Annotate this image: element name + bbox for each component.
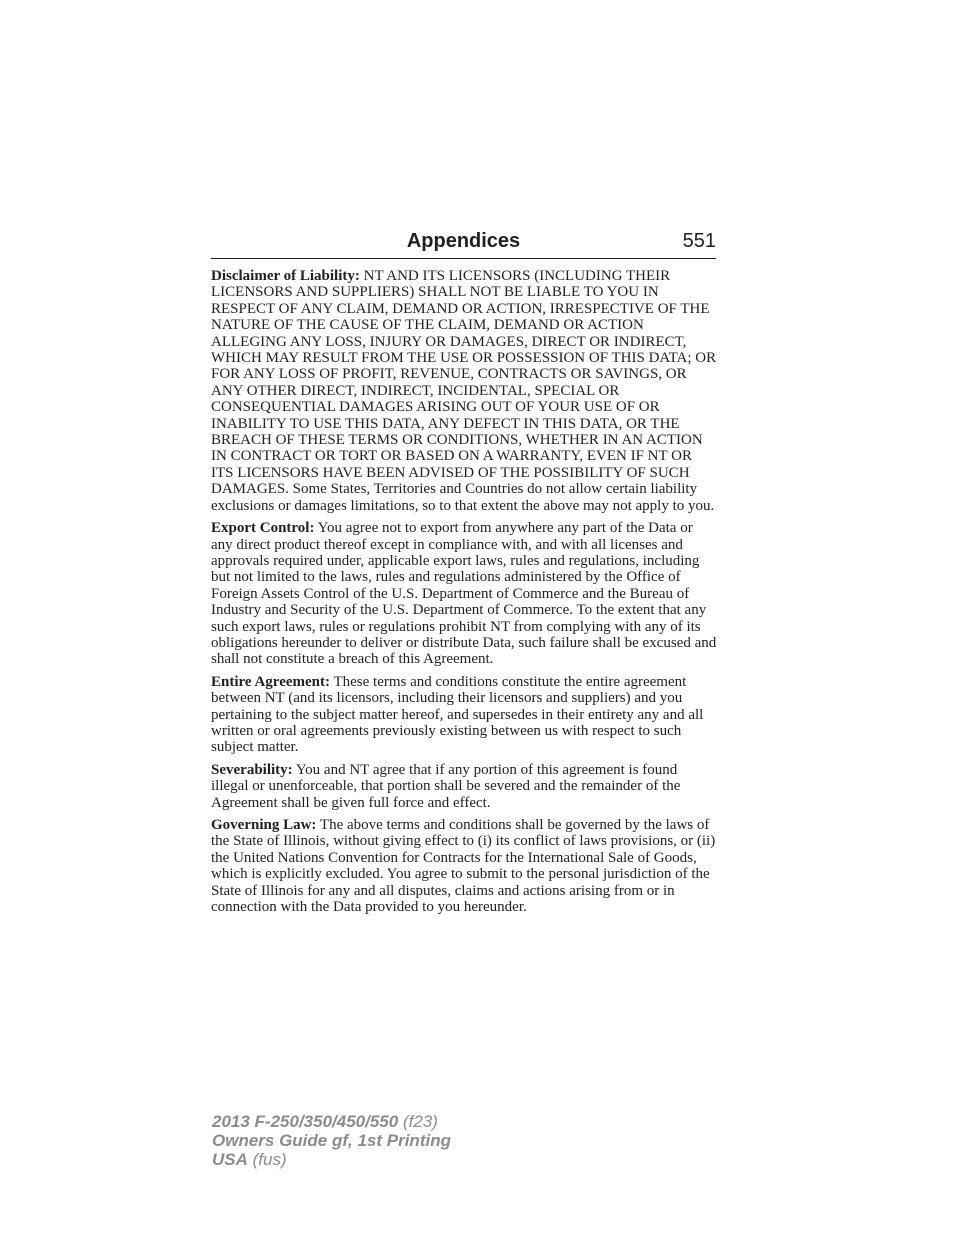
section-heading: Governing Law: — [211, 817, 317, 833]
section-text: NT AND ITS LICENSORS (INCLUDING THEIR LICENSORS AND SUPPLIERS) SHALL NOT BE LIABLE TO YOU IN RESPECT OF ANY CLAIM, DEMAND OR ACTION, IRRESPECTIVE OF THE NATURE OF THE CAUSE OF THE CLAIM, DEMAND OR ACTION ALLEGING ANY LOSS, INJURY OR DAMAGES, DIRECT OR INDIRECT, WHICH MAY RESULT FROM THE USE OR POSSESSION OF THIS DATA; OR FOR ANY LOSS OF PROFIT, REVENUE, CONTRACTS OR SAVINGS, OR ANY OTHER DIRECT, INDIRECT, INCIDENTAL, SPECIAL OR CONSEQUENTIAL DAMAGES ARISING OUT OF YOUR USE OF OR INABILITY TO USE THIS DATA, ANY DEFECT IN THIS DATA, OR THE BREACH OF THESE TERMS OR CONDITIONS, WHETHER IN AN ACTION IN CONTRACT OR TORT OR BASED ON A WARRANTY, EVEN IF NT OR ITS LICENSORS HAVE BEEN ADVISED OF THE POSSIBILITY OF SUCH DAMAGES. Some States, Territories and Countries do not allow certain liability exclusions or damages limitations, so to that extent the above may not apply to you. — [211, 268, 717, 514]
page-title: Appendices — [406, 230, 521, 252]
footer-guide: Owners Guide gf, 1st Printing — [212, 1131, 451, 1150]
section-text: You agree not to export from anywhere any part of the Data or any direct product thereof except in compliance with, and with all licenses and approvals required under, applicable export laws, rules and regulations, including but not limited to the laws, rules and regulations administered by the Office of Foreign Assets Control of the U.S. Department of Commerce and the Bureau of Industry and Security of the U.S. Department of Commerce. To the extent that any such export laws, rules or regulations prohibit NT from complying with any of its obligations hereunder to deliver or distribute Data, such failure shall be excused and shall not constitute a breach of this Agreement. — [211, 520, 717, 668]
section-heading: Export Control: — [211, 520, 315, 537]
document-body — [211, 268, 717, 921]
section-entire-agreement — [211, 674, 717, 756]
section-text: These terms and conditions constitute the entire agreement between NT (and its licensors, including their licensors and suppliers) and you pertaining to the subject matter hereof, and supersedes in their entirety any and all written or oral agreements previously existing between us with respect to such subject matter. — [211, 673, 704, 756]
section-export-control — [211, 520, 717, 668]
footer-region-code: (fus) — [247, 1150, 287, 1169]
footer-line-guide — [212, 1131, 451, 1150]
footer-model-code: (f23) — [398, 1112, 438, 1131]
section-disclaimer-of-liability — [211, 268, 717, 514]
section-heading: Disclaimer of Liability: — [211, 268, 360, 284]
footer-line-region — [212, 1150, 451, 1169]
section-governing-law — [211, 817, 717, 915]
page-header — [211, 228, 716, 259]
section-heading: Entire Agreement: — [211, 673, 330, 690]
footer-region: USA — [212, 1150, 248, 1169]
section-severability — [211, 762, 717, 811]
footer-line-model — [212, 1112, 451, 1131]
print-footer — [212, 1112, 451, 1169]
section-text: The above terms and conditions shall be governed by the laws of the State of Illinois, without giving effect to (i) its conflict of laws provisions, or (ii) the United Nations Convention for Contracts for the International Sale of Goods, which is explicitly excluded. You agree to submit to the personal jurisdiction of the State of Illinois for any and all disputes, claims and actions arising from or in connection with the Data provided to you hereunder. — [211, 817, 716, 916]
section-text: You and NT agree that if any portion of this agreement is found illegal or unenforceable, that portion shall be severed and the remainder of the Agreement shall be given full force and effect. — [211, 761, 681, 811]
section-heading: Severability: — [211, 761, 293, 778]
page-number: 551 — [682, 230, 716, 252]
footer-model: 2013 F-250/350/450/550 — [212, 1112, 399, 1131]
